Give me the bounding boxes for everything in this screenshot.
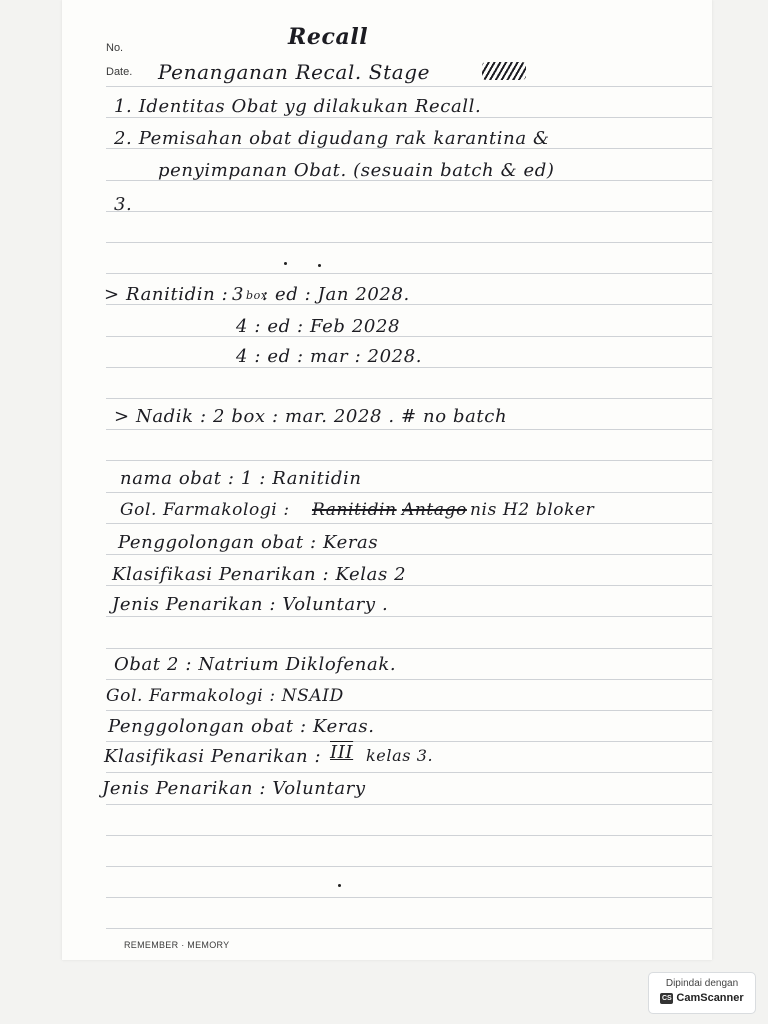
ruled-line bbox=[106, 86, 712, 87]
notebook-page bbox=[62, 0, 712, 960]
ruled-line bbox=[106, 866, 712, 867]
dot bbox=[338, 884, 341, 887]
watermark-brand-name: CamScanner bbox=[676, 992, 744, 1004]
ruled-line bbox=[106, 741, 712, 742]
dot bbox=[318, 264, 321, 267]
watermark-top-text: Dipindai dengan bbox=[665, 978, 739, 989]
obat2-gol: Gol. Farmakologi : NSAID bbox=[106, 686, 344, 706]
ruled-line bbox=[106, 492, 712, 493]
ruled-line bbox=[106, 336, 712, 337]
footer-brand: REMEMBER · MEMORY bbox=[124, 940, 230, 950]
ranitidin-ed-3: 4 : ed : mar : 2028. bbox=[236, 346, 423, 367]
ruled-line bbox=[106, 897, 712, 898]
ruled-line bbox=[106, 398, 712, 399]
ruled-line bbox=[106, 772, 712, 773]
ruled-line bbox=[106, 273, 712, 274]
obat2-klasifikasi-prefix: Klasifikasi Penarikan : bbox=[104, 746, 322, 767]
obat1-nama: nama obat : 1 : Ranitidin bbox=[120, 468, 362, 489]
scribble-mark bbox=[482, 62, 526, 80]
ruled-line bbox=[106, 585, 712, 586]
obat2-klasifikasi-suffix: kelas 3. bbox=[366, 746, 434, 765]
ranitidin-label: > Ranitidin : bbox=[104, 284, 229, 305]
item-2-cont: penyimpanan Obat. (sesuain batch & ed) bbox=[158, 160, 555, 181]
ruled-line bbox=[106, 460, 712, 461]
ruled-line bbox=[106, 554, 712, 555]
ruled-line bbox=[106, 242, 712, 243]
ruled-line bbox=[106, 211, 712, 212]
ruled-line bbox=[106, 804, 712, 805]
ranitidin-unit: box bbox=[246, 289, 268, 302]
ruled-line bbox=[106, 710, 712, 711]
ruled-line bbox=[106, 648, 712, 649]
obat1-gol-prefix: Gol. Farmakologi : bbox=[120, 500, 290, 520]
date-label: Date. bbox=[106, 66, 133, 78]
ruled-line bbox=[106, 928, 712, 929]
obat1-jenis: Jenis Penarikan : Voluntary . bbox=[112, 594, 389, 615]
item-2: 2. Pemisahan obat digudang rak karantina & bbox=[114, 128, 550, 149]
obat2-penggolongan: Penggolongan obat : Keras. bbox=[108, 716, 375, 737]
obat2-klasifikasi-mark: III bbox=[330, 742, 354, 763]
nadik-line: > Nadik : 2 box : mar. 2028 . # no batch bbox=[114, 406, 508, 427]
dot bbox=[284, 262, 287, 265]
obat2-jenis: Jenis Penarikan : Voluntary bbox=[102, 778, 366, 799]
ruled-line bbox=[106, 616, 712, 617]
ruled-line bbox=[106, 679, 712, 680]
watermark-brand bbox=[649, 992, 755, 1004]
title-line: Penanganan Recal. Stage bbox=[158, 60, 431, 84]
obat1-gol-strike-1: Ranitidin bbox=[312, 500, 397, 520]
obat2-nama: Obat 2 : Natrium Diklofenak. bbox=[114, 654, 397, 675]
heading-recall: Recall bbox=[288, 24, 369, 50]
no-label: No. bbox=[106, 42, 124, 54]
item-3: 3. bbox=[114, 194, 133, 215]
ranitidin-qty: 3 bbox=[232, 284, 245, 305]
obat1-klasifikasi: Klasifikasi Penarikan : Kelas 2 bbox=[112, 564, 407, 585]
ruled-line bbox=[106, 429, 712, 430]
obat1-gol-strike-2: Antago bbox=[402, 500, 467, 520]
ranitidin-ed-1: : ed : Jan 2028. bbox=[262, 284, 410, 305]
item-1: 1. Identitas Obat yg dilakukan Recall. bbox=[114, 96, 482, 117]
camscanner-logo-icon: CS bbox=[661, 994, 672, 1002]
ruled-line bbox=[106, 835, 712, 836]
ranitidin-ed-2: 4 : ed : Feb 2028 bbox=[236, 316, 401, 337]
obat1-penggolongan: Penggolongan obat : Keras bbox=[118, 532, 379, 553]
ruled-line bbox=[106, 117, 712, 118]
ruled-line bbox=[106, 523, 712, 524]
ruled-line bbox=[106, 367, 712, 368]
obat1-gol-suffix: nis H2 bloker bbox=[470, 500, 595, 520]
camscanner-watermark bbox=[648, 972, 756, 1014]
